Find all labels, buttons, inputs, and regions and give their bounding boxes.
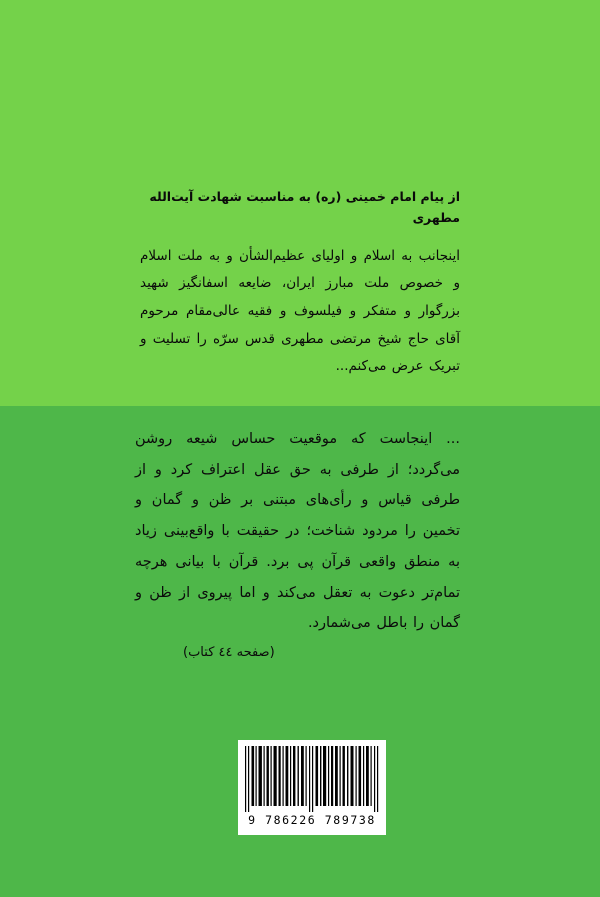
bottom-quote-body: ... اینجاست که موقعیت حساس شیعه روشن می‌گردد؛ از طرفی به حق عقل اعتراف کرد و از طرفی قیاس و رأی‌های مبتنی بر ظن و گمان و تخمین را مردود شناخت؛ در حقیقت با واقع‌بینی زیاد به منطق واقعی قرآن پی برد. قرآن با بیانی هرچه تمام‌تر دعوت به تعقل می‌کند و اما پیروی از ظن و گمان را باطل می‌شمارد. <box>135 431 460 632</box>
top-quote-body: اینجانب به اسلام و اولیای عظیم‌الشأن و به ملت اسلام و خصوص ملت مبارز ایران، ضایعه اسفانگیز شهید بزرگوار و متفکر و فیلسوف و فقیه عالی‌مقام مرحوم آقای حاج شیخ مرتضی مطهری قدس سرّه را تسلیت و تبریک عرض می‌کنم... <box>140 247 460 375</box>
barcode-block <box>238 740 386 835</box>
barcode-number: 9 786226 789738 <box>248 813 376 827</box>
top-quote-heading: از پیام امام خمینی (ره) به مناسبت شهادت آیت‌الله مطهری <box>149 189 460 226</box>
bottom-quote-block <box>135 424 460 660</box>
top-quote-block <box>140 186 460 381</box>
bottom-quote-page-reference: (صفحه ٤٤ کتاب) <box>183 645 275 661</box>
barcode-icon <box>244 746 380 812</box>
